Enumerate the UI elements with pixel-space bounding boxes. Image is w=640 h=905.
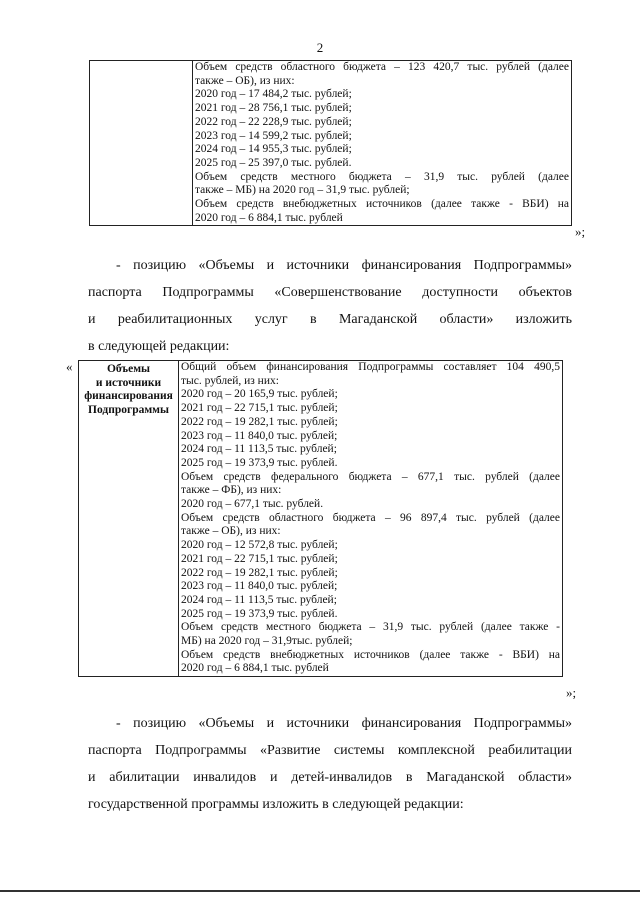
empty-header-cell xyxy=(90,61,193,226)
funding-table-new xyxy=(78,360,563,677)
table-line: 2025 год – 19 373,9 тыс. рублей. xyxy=(181,607,338,620)
table-line: 2020 год – 17 484,2 тыс. рублей; xyxy=(195,88,352,101)
table-line: 2023 год – 11 840,0 тыс. рублей; xyxy=(181,580,338,593)
table-line: 2024 год – 11 113,5 тыс. рублей; xyxy=(181,443,337,456)
paragraph-line: и абилитации инвалидов и детей-инвалидов в Магаданской области» xyxy=(88,770,572,785)
header-line: Объемы xyxy=(106,363,151,375)
table-line: МБ) на 2020 год – 31,9тыс. рублей; xyxy=(181,635,353,648)
table-line: 2022 год – 22 228,9 тыс. рублей; xyxy=(195,115,352,128)
funding-details-cell xyxy=(179,361,563,677)
paragraph-line: паспорта Подпрограммы «Совершенствование доступности объектов xyxy=(88,285,572,300)
paragraph-subprogram-1 xyxy=(88,252,572,360)
table-line: 2022 год – 19 282,1 тыс. рублей; xyxy=(181,566,338,579)
funding-header-cell xyxy=(79,361,179,677)
funding-table-continued xyxy=(89,60,572,226)
table-line: Объем средств внебюджетных источников (далее также - ВБИ) на xyxy=(181,648,560,661)
table-line: 2021 год – 22 715,1 тыс. рублей; xyxy=(181,402,338,415)
table-line: 2025 год – 19 373,9 тыс. рублей. xyxy=(181,456,338,469)
table-line: 2022 год – 19 282,1 тыс. рублей; xyxy=(181,415,338,428)
opening-quote: « xyxy=(66,359,73,374)
table-line: 2020 год – 677,1 тыс. рублей. xyxy=(181,498,324,511)
closing-quote: »; xyxy=(575,224,586,239)
table-line: 2024 год – 14 955,3 тыс. рублей; xyxy=(195,143,352,156)
header-line: Подпрограммы xyxy=(88,404,169,417)
closing-quote: »; xyxy=(566,685,577,700)
paragraph-line: паспорта Подпрограммы «Развитие системы комплексной реабилитации xyxy=(88,743,572,758)
table-line: тыс. рублей, из них: xyxy=(181,374,279,387)
table-line: 2025 год – 25 397,0 тыс. рублей. xyxy=(195,156,352,169)
table-line: Объем средств местного бюджета – 31,9 тыс. рублей (далее xyxy=(195,170,569,183)
header-line: и источники xyxy=(95,376,162,389)
table-line: Объем средств внебюджетных источников (далее также - ВБИ) на xyxy=(195,198,569,211)
paragraph-line: - позицию «Объемы и источники финансирования Подпрограммы» xyxy=(116,258,572,273)
table-line: Объем средств областного бюджета – 123 420,7 тыс. рублей (далее xyxy=(195,61,569,73)
table-line: также – ОБ), из них: xyxy=(195,74,295,87)
table-line: 2020 год – 20 165,9 тыс. рублей; xyxy=(181,388,338,401)
table-line: Объем средств федерального бюджета – 677,1 тыс. рублей (далее xyxy=(181,470,560,483)
paragraph-line: государственной программы изложить в следующей редакции: xyxy=(88,797,464,812)
table-line: Объем средств областного бюджета – 96 897,4 тыс. рублей (далее xyxy=(181,511,560,524)
page-bottom-rule xyxy=(0,890,640,892)
table-line: 2020 год – 12 572,8 тыс. рублей; xyxy=(181,539,338,552)
table-line: также – МБ) на 2020 год – 31,9 тыс. рублей; xyxy=(195,184,410,197)
table-line: 2020 год – 6 884,1 тыс. рублей xyxy=(181,662,329,675)
table-line: 2020 год – 6 884,1 тыс. рублей xyxy=(195,211,343,224)
table-line: 2024 год – 11 113,5 тыс. рублей; xyxy=(181,593,337,606)
table-line: также – ФБ), из них: xyxy=(181,484,282,497)
table-line: также – ОБ), из них: xyxy=(181,525,281,538)
table-line: Общий объем финансирования Подпрограммы составляет 104 490,5 xyxy=(181,361,560,373)
paragraph-subprogram-2 xyxy=(88,710,572,818)
funding-details-cell xyxy=(193,61,572,226)
table-line: Объем средств местного бюджета – 31,9 тыс. рублей (далее также - xyxy=(181,621,560,634)
table-line: 2021 год – 22 715,1 тыс. рублей; xyxy=(181,552,338,565)
page-number: 2 xyxy=(316,40,324,55)
header-line: финансирования xyxy=(84,390,173,403)
table-line: 2023 год – 11 840,0 тыс. рублей; xyxy=(181,429,338,442)
table-line: 2023 год – 14 599,2 тыс. рублей; xyxy=(195,129,352,142)
paragraph-line: - позицию «Объемы и источники финансирования Подпрограммы» xyxy=(116,716,572,731)
table-line: 2021 год – 28 756,1 тыс. рублей; xyxy=(195,102,352,115)
paragraph-line: в следующей редакции: xyxy=(88,339,230,354)
paragraph-line: и реабилитационных услуг в Магаданской области» изложить xyxy=(88,312,572,327)
